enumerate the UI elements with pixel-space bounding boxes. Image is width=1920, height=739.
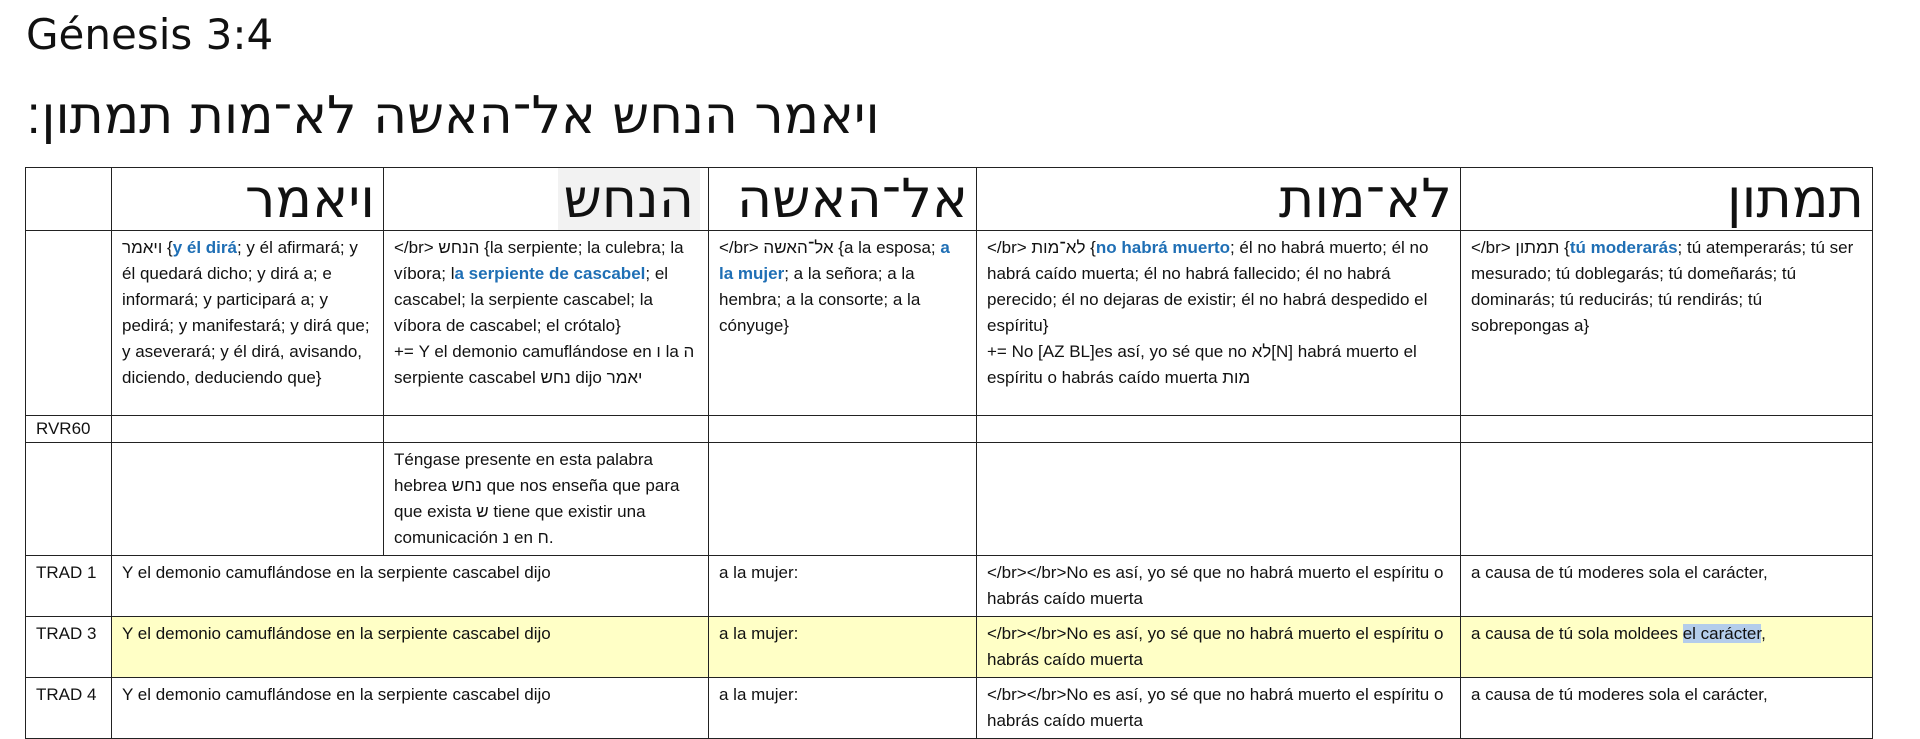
- rvr60-cell[interactable]: [1461, 416, 1873, 443]
- translation-cell-object[interactable]: a la mujer:: [709, 556, 977, 617]
- interlinear-table: [25, 167, 1873, 739]
- verse-hebrew-text: ויאמר הנחש אל־האשה לא־מות תמתון׃: [26, 86, 880, 146]
- translation-hint: += Y el demonio camuflándose en ו la ה serpiente cascabel נחש dijo יאמר: [394, 342, 695, 387]
- lexicon-row: [26, 231, 1873, 416]
- header-row: [26, 168, 1873, 231]
- rvr60-cell[interactable]: [709, 416, 977, 443]
- rvr60-label: RVR60: [26, 416, 112, 443]
- note-empty-cell[interactable]: [112, 443, 384, 556]
- translation-label: TRAD 4: [26, 678, 112, 739]
- verse-reference: Génesis 3:4: [26, 10, 274, 59]
- lexicon-cell-4[interactable]: [977, 231, 1461, 416]
- selected-text[interactable]: el carácter: [1682, 624, 1762, 643]
- translation-cell-verb[interactable]: </br></br>No es así, yo sé que no habrá muerto el espíritu o habrás caído muerta: [977, 678, 1461, 739]
- header-cell-3[interactable]: [709, 168, 977, 231]
- rvr60-cell[interactable]: [384, 416, 709, 443]
- lexicon-cell-2[interactable]: [384, 231, 709, 416]
- note-row: [26, 443, 1873, 556]
- hebrew-word-5: תמתון: [1726, 167, 1864, 230]
- hebrew-word-1: ויאמר: [244, 167, 375, 230]
- lexicon-text: </br> הנחש {la serpiente; la culebra; la víbora; l: [394, 238, 684, 283]
- translation-cell-object[interactable]: a la mujer:: [709, 617, 977, 678]
- note-empty-cell[interactable]: [1461, 443, 1873, 556]
- translation-row-4: [26, 678, 1873, 739]
- translation-text: a causa de tú sola moldees: [1471, 624, 1683, 643]
- header-empty-cell: [26, 168, 112, 231]
- lexicon-cell-3[interactable]: [709, 231, 977, 416]
- lexicon-text: </br> לא־מות {: [987, 238, 1096, 257]
- translation-cell-verb[interactable]: </br></br>No es así, yo sé que no habrá muerto el espíritu o habrás caído muerta: [977, 556, 1461, 617]
- translation-cell-end[interactable]: [1461, 617, 1873, 678]
- header-cell-2[interactable]: [384, 168, 709, 231]
- translation-label: TRAD 3: [26, 617, 112, 678]
- hebrew-word-3: אל־האשה: [736, 167, 968, 230]
- rvr60-row: [26, 416, 1873, 443]
- lexicon-keyword: a serpiente de cascabel: [454, 264, 646, 283]
- lexicon-label-cell: [26, 231, 112, 416]
- lexicon-keyword: tú moderarás: [1569, 238, 1678, 257]
- lexicon-text: ויאמר {: [122, 238, 173, 257]
- translation-cell-subject[interactable]: Y el demonio camuflándose en la serpiente cascabel dijo: [112, 678, 709, 739]
- lexicon-text: ; tú atemperarás; tú ser mesurado; tú doblegarás; tú domeñarás; tú dominarás; tú reducirás; tú rendirás; tú sobrepongas a}: [1471, 238, 1854, 335]
- header-cell-1[interactable]: [112, 168, 384, 231]
- translation-cell-verb[interactable]: </br></br>No es así, yo sé que no habrá muerto el espíritu o habrás caído muerta: [977, 617, 1461, 678]
- translation-row-3: [26, 617, 1873, 678]
- lexicon-text: </br> תמתון {: [1471, 238, 1570, 257]
- lexicon-text: ; el cascabel; la serpiente cascabel; la víbora de cascabel; el crótalo}: [394, 264, 669, 335]
- lexicon-cell-1[interactable]: [112, 231, 384, 416]
- lexicon-text: ; él no habrá muerto; él no habrá caído muerta; él no habrá fallecido; él no habrá perecido; él no dejaras de existir; él no habrá despedido el espíritu}: [987, 238, 1429, 335]
- hebrew-word-4: לא־מות: [1278, 167, 1452, 230]
- translation-cell-end[interactable]: a causa de tú moderes sola el carácter,: [1461, 556, 1873, 617]
- translation-cell-subject[interactable]: Y el demonio camuflándose en la serpiente cascabel dijo: [112, 556, 709, 617]
- rvr60-cell[interactable]: [112, 416, 384, 443]
- rvr60-cell[interactable]: [977, 416, 1461, 443]
- translation-row-1: [26, 556, 1873, 617]
- lexicon-cell-5[interactable]: [1461, 231, 1873, 416]
- note-empty-cell[interactable]: [709, 443, 977, 556]
- lexicon-text: ; y él afirmará; y él quedará dicho; y dirá a; e informará; y participará a; y pedirá; y manifestará; y dirá que; y aseverará; y él dirá, avisando, diciendo, deduciendo que}: [122, 238, 370, 387]
- translation-label: TRAD 1: [26, 556, 112, 617]
- lexicon-text: ; a la señora; a la hembra; a la consorte; a la cónyuge}: [719, 264, 921, 335]
- lexicon-keyword: y él dirá: [172, 238, 237, 257]
- lexicon-text: </br> אל־האשה {a la esposa;: [719, 238, 941, 257]
- translation-cell-subject[interactable]: Y el demonio camuflándose en la serpiente cascabel dijo: [112, 617, 709, 678]
- lexicon-keyword: a la mujer: [719, 238, 950, 283]
- translation-text: ,: [1761, 624, 1766, 643]
- header-cell-4[interactable]: [977, 168, 1461, 231]
- hebrew-word-2: הנחש: [558, 168, 700, 230]
- translation-hint: += No [AZ BL]es así, yo sé que no לא[N] habrá muerto el espíritu o habrás caído muerta מות: [987, 342, 1417, 387]
- note-empty-cell[interactable]: [977, 443, 1461, 556]
- note-cell[interactable]: Téngase presente en esta palabra hebrea נחש que nos enseña que para que exista ש tiene que existir una comunicación נ en ח.: [384, 443, 709, 556]
- translation-cell-end[interactable]: a causa de tú moderes sola el carácter,: [1461, 678, 1873, 739]
- lexicon-keyword: no habrá muerto: [1095, 238, 1230, 257]
- translation-cell-object[interactable]: a la mujer:: [709, 678, 977, 739]
- header-cell-5[interactable]: [1461, 168, 1873, 231]
- note-label-cell: [26, 443, 112, 556]
